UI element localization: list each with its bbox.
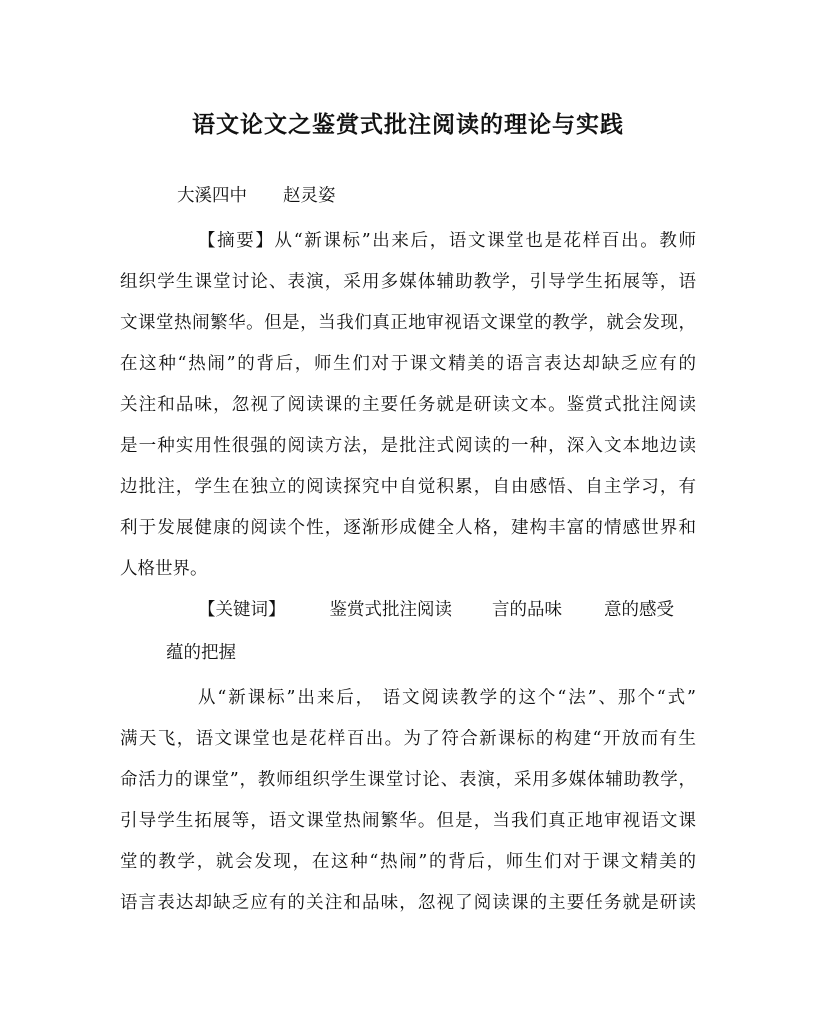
abstract-line: 关注和品味，忽视了阅读课的主要任务就是研读文本。鉴赏式批注阅读 bbox=[120, 395, 696, 415]
abstract-line: 文课堂热闹繁华。但是，当我们真正地审视语文课堂的教学，就会发现， bbox=[120, 313, 696, 333]
abstract-line: 边批注，学生在独立的阅读探究中自觉积累，自由感悟、自主学习，有 bbox=[120, 477, 696, 497]
keywords-row bbox=[198, 595, 674, 625]
byline-author: 赵灵姿 bbox=[283, 186, 336, 206]
keywords-label: 【关键词】 bbox=[198, 600, 286, 620]
abstract-line: 在这种“热闹”的背后，师生们对于课文精美的语言表达却缺乏应有的 bbox=[120, 354, 696, 374]
abstract-line: 组织学生课堂讨论、表演，采用多媒体辅助教学，引导学生拓展等，语 bbox=[120, 272, 696, 292]
body-line: 命活力的课堂”，教师组织学生课堂讨论、表演，采用多媒体辅助教学， bbox=[120, 770, 696, 790]
body-line: 引导学生拓展等，语文课堂热闹繁华。但是，当我们真正地审视语文课 bbox=[120, 811, 696, 831]
keywords-continuation: 蕴的把握 bbox=[166, 643, 236, 663]
keyword-item: 鉴赏式批注阅读 bbox=[329, 600, 452, 620]
keyword-item: 言的品味 bbox=[492, 600, 562, 620]
document-title: 语文论文之鉴赏式批注阅读的理论与实践 bbox=[192, 111, 624, 138]
abstract-line: 人格世界。 bbox=[120, 559, 208, 579]
body-line: 满天飞，语文课堂也是花样百出。为了符合新课标的构建“开放而有生 bbox=[120, 729, 696, 749]
byline-school: 大溪四中 bbox=[177, 186, 247, 206]
abstract-line: 是一种实用性很强的阅读方法，是批注式阅读的一种，深入文本地边读 bbox=[120, 436, 696, 456]
body-line: 堂的教学，就会发现，在这种“热闹”的背后，师生们对于课文精美的 bbox=[120, 852, 696, 872]
keyword-item: 意的感受 bbox=[604, 600, 674, 620]
byline bbox=[177, 181, 336, 211]
abstract-line: 利于发展健康的阅读个性，逐渐形成健全人格，建构丰富的情感世界和 bbox=[120, 518, 696, 538]
body-line: 语言表达却缺乏应有的关注和品味，忽视了阅读课的主要任务就是研读 bbox=[120, 893, 696, 913]
body-line: 从“新课标”出来后， 语文阅读教学的这个“法”、那个“式” bbox=[198, 688, 696, 708]
abstract-line: 【摘要】从“新课标”出来后，语文课堂也是花样百出。教师 bbox=[198, 231, 696, 251]
